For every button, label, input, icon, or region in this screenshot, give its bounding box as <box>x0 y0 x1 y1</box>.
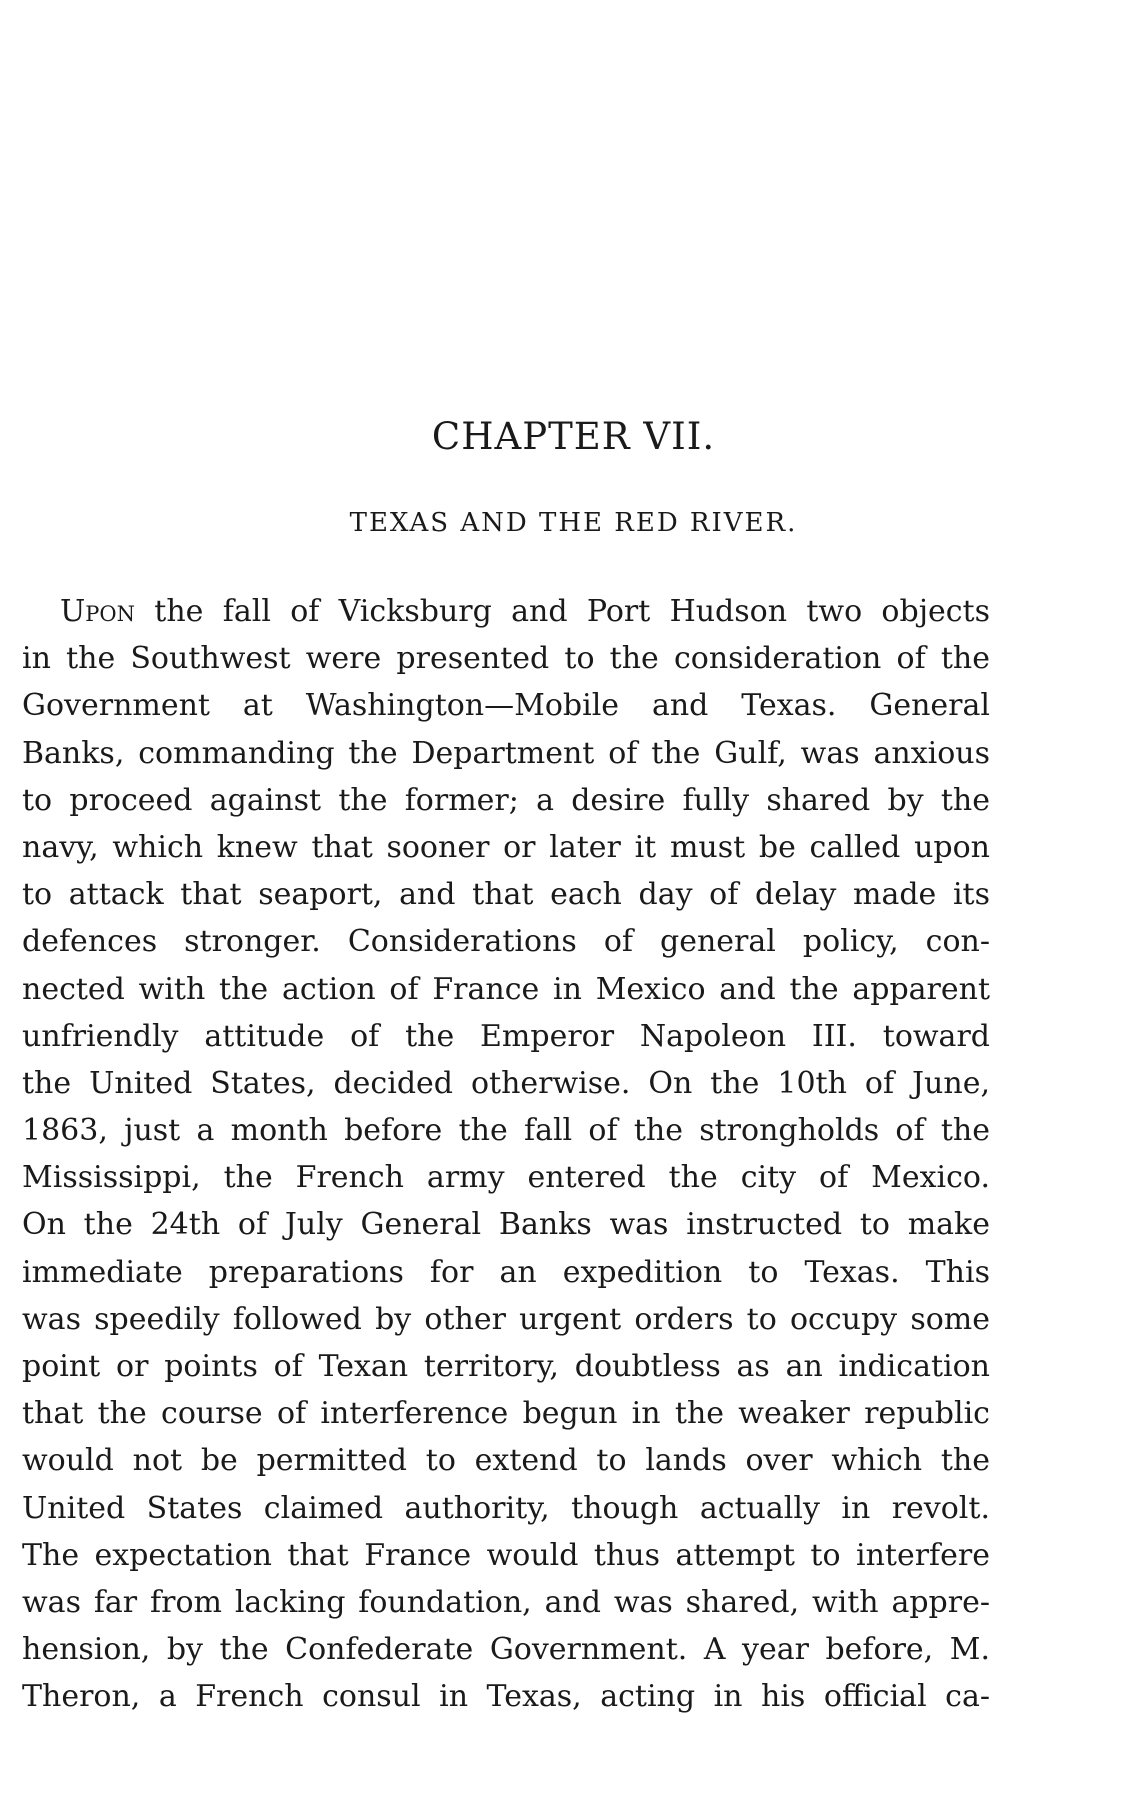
paragraph-line: the United States, decided otherwise. On the 10th of June, <box>22 1065 990 1101</box>
paragraph-line: immediate preparations for an expedition to Texas. This <box>22 1254 990 1290</box>
paragraph-line: hension, by the Confederate Government. A year before, M. <box>22 1632 990 1668</box>
paragraph-line: navy, which knew that sooner or later it must be called upon <box>22 829 990 865</box>
opening-word: Upon <box>60 594 136 629</box>
paragraph-line: On the 24th of July General Banks was instructed to make <box>22 1207 990 1243</box>
paragraph-line <box>22 588 990 635</box>
paragraph-line: defences stronger. Considerations of general policy, con- <box>22 924 990 960</box>
paragraph-line: United States claimed authority, though actually in revolt. <box>22 1490 990 1526</box>
paragraph-line: Banks, commanding the Department of the Gulf, was anxious <box>22 735 990 771</box>
first-line-text: the fall of Vicksburg and Port Hudson two objects <box>135 594 990 629</box>
paragraph-line: that the course of interference begun in the weaker republic <box>22 1396 990 1432</box>
paragraph-line: Theron, a French consul in Texas, acting in his official ca- <box>22 1679 990 1715</box>
paragraph-line: was far from lacking foundation, and was shared, with appre- <box>22 1584 990 1620</box>
paragraph-line: would not be permitted to extend to lands over which the <box>22 1443 990 1479</box>
paragraph-line: to attack that seaport, and that each day of delay made its <box>22 877 990 913</box>
paragraph-line: The expectation that France would thus attempt to interfere <box>22 1537 990 1573</box>
paragraph-line: in the Southwest were presented to the consideration of the <box>22 641 990 677</box>
paragraph-line: nected with the action of France in Mexico and the apparent <box>22 971 990 1007</box>
paragraph <box>22 588 990 1721</box>
paragraph-line: Government at Washington—Mobile and Texas. General <box>22 688 990 724</box>
paragraph-line: Mississippi, the French army entered the city of Mexico. <box>22 1160 990 1196</box>
chapter-number: CHAPTER VII. <box>431 415 716 458</box>
chapter-title: TEXAS AND THE RED RIVER. <box>349 508 798 538</box>
paragraph-line: unfriendly attitude of the Emperor Napoleon III. toward <box>22 1018 990 1054</box>
paragraph-line: 1863, just a month before the fall of the strongholds of the <box>22 1113 990 1149</box>
paragraph-line: was speedily followed by other urgent orders to occupy some <box>22 1301 990 1337</box>
paragraph-line: point or points of Texan territory, doubtless as an indication <box>22 1349 990 1384</box>
paragraph-line: to proceed against the former; a desire fully shared by the <box>22 782 990 818</box>
